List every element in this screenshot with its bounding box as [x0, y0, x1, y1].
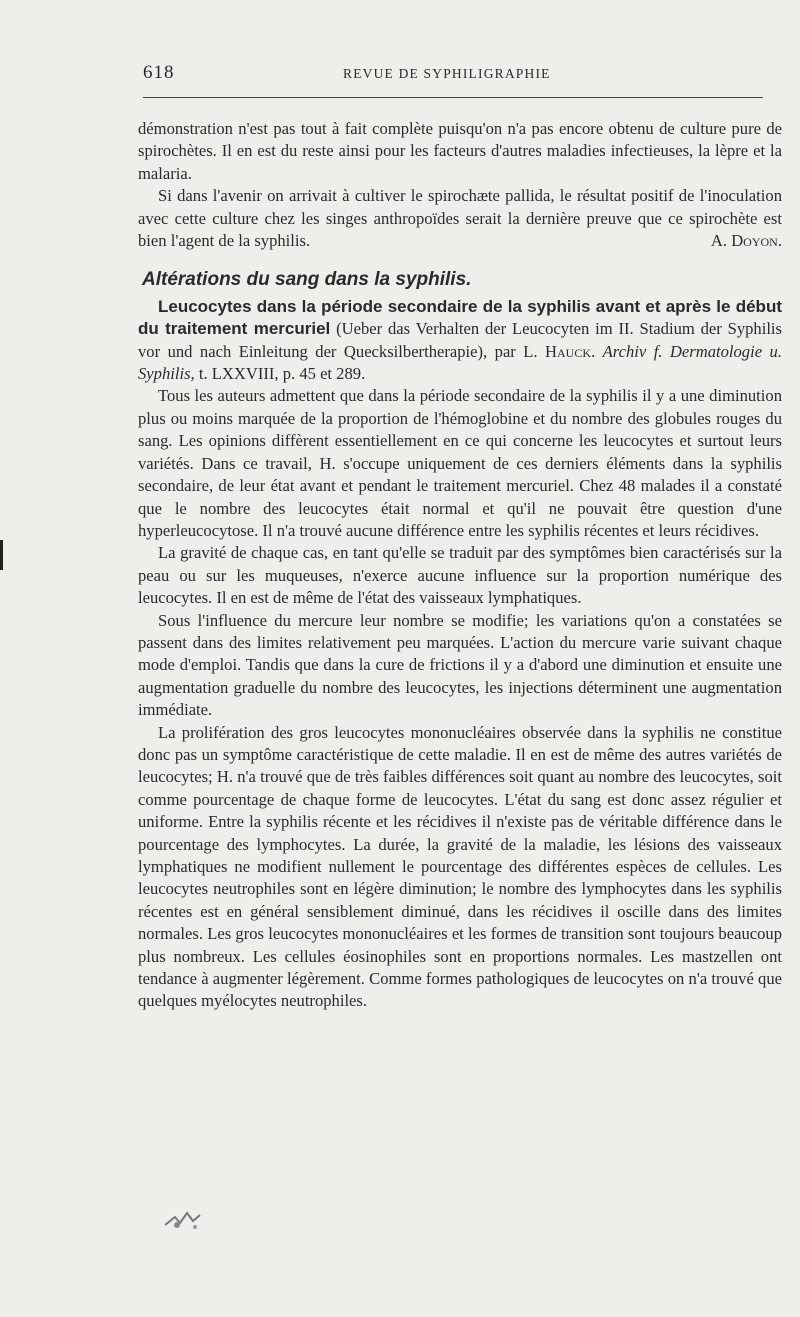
body-paragraph-2: La gravité de chaque cas, en tant qu'elle se traduit par des symptômes bien caractérisés sur la peau ou sur les muqueuses, n'exerce aucune influence sur la proportion numérique des leucocytes. Il en est de même de l'état des vaisseaux lymphatiques. [138, 543, 782, 608]
body-paragraph-1: Tous les auteurs admettent que dans la période secondaire de la syphilis il y a une diminution plus ou moins marquée de la proportion de l'hémoglobine et du nombre des globules rouges du sang. Les opinions diffèrent essentiellement en ce qui concerne les leucocytes et surtout leurs variétés. Dans ce travail, H. s'occupe uniquement de ces derniers éléments dans la syphilis secondaire, de leur état avant et pendant le traitement mercuriel. Chez 48 malades il a constaté que le nombre des leucocytes était normal et qu'il ne pouvait être question d'une hyperleucocytose. Il n'a trouvé aucune différence entre les syphilis récentes et leurs récidives. [138, 386, 782, 540]
article-body [138, 118, 782, 1013]
article-title: Leucocytes dans la période secondaire de la syphilis avant et après le début du traitement mercuriel [138, 296, 782, 339]
page-header [143, 62, 783, 84]
header-rule [143, 97, 763, 98]
page-number: 618 [143, 62, 175, 83]
running-title: REVUE DE SYPHILIGRAPHIE [343, 66, 551, 81]
intro-paragraph-1: démonstration n'est pas tout à fait complète puisqu'on n'a pas encore obtenu de culture pure de spirochètes. Il en est du reste ainsi pour les facteurs d'autres maladies infectieuses, la lèpre et la malaria. [138, 119, 782, 183]
intro-paragraph-2-text: Si dans l'avenir on arrivait à cultiver le spirochæte pallida, le résultat positif de l'inoculation avec cette culture chez les singes anthropoïdes serait la dernière preuve que ce spirochète est bien l'agent de la syphilis. [138, 186, 782, 251]
article-heading [138, 296, 782, 386]
article-journal: Archiv f. Dermatologie u. Syphilis, [138, 341, 782, 384]
margin-mark [0, 540, 3, 570]
article-german-title: (Ueber das Verhalten der Leucocyten im II. Stadium der Syphilis vor und nach Einleitung der Quecksilbertherapie), par L. [138, 319, 782, 361]
body-paragraph-4: La prolifération des gros leucocytes mononucléaires observée dans la syphilis ne constitue donc pas un symptôme caractéristique de cette maladie. Il en est de même des autres variétés de leucocytes; H. n'a trouvé que de très faibles différences soit quant au nombre des leucocytes, soit comme pourcentage de chaque forme de leucocytes. L'état du sang est donc assez régulier et uniforme. Entre la syphilis récente et les récidives il n'existe pas de véritable différence dans le pourcentage des lymphocytes. La durée, la gravité de la maladie, les lésions des vaisseaux lymphatiques ne modifient nullement le pourcentage des différentes espèces de cellules. Les leucocytes neutrophiles sont en légère diminution; le nombre des lymphocytes dans les syphilis récentes est en général sensiblement diminué, dans les récidives il oscille dans des limites normales. Les gros leucocytes mononucléaires et les formes de transition sont toujours beaucoup plus nombreux. Les cellules éosinophiles sont en proportions normales. Les mastzellen ont tendance à augmenter légèrement. Comme formes pathologiques de leucocytes on n'a trouvé que quelques myélocytes neutrophiles. [138, 722, 782, 1011]
ink-smudge-icon [155, 1195, 225, 1235]
article-author: Hauck. [545, 341, 596, 361]
intro-paragraph-2 [138, 185, 782, 252]
body-paragraph-3: Sous l'influence du mercure leur nombre se modifie; les variations qu'on a constatées se passent dans des limites relativement peu marquées. L'action du mercure varie suivant chaque mode d'emploi. Tandis que dans la cure de frictions il y a d'abord une diminution et ensuite une augmentation graduelle du nombre des leucocytes, les injections déterminent une augmentation immédiate. [138, 610, 782, 720]
intro-author: A. Doyon. [710, 231, 782, 251]
article-citation: t. LXXVIII, p. 45 et 289. [198, 364, 366, 384]
section-title: Altérations du sang dans la syphilis. [142, 269, 472, 291]
